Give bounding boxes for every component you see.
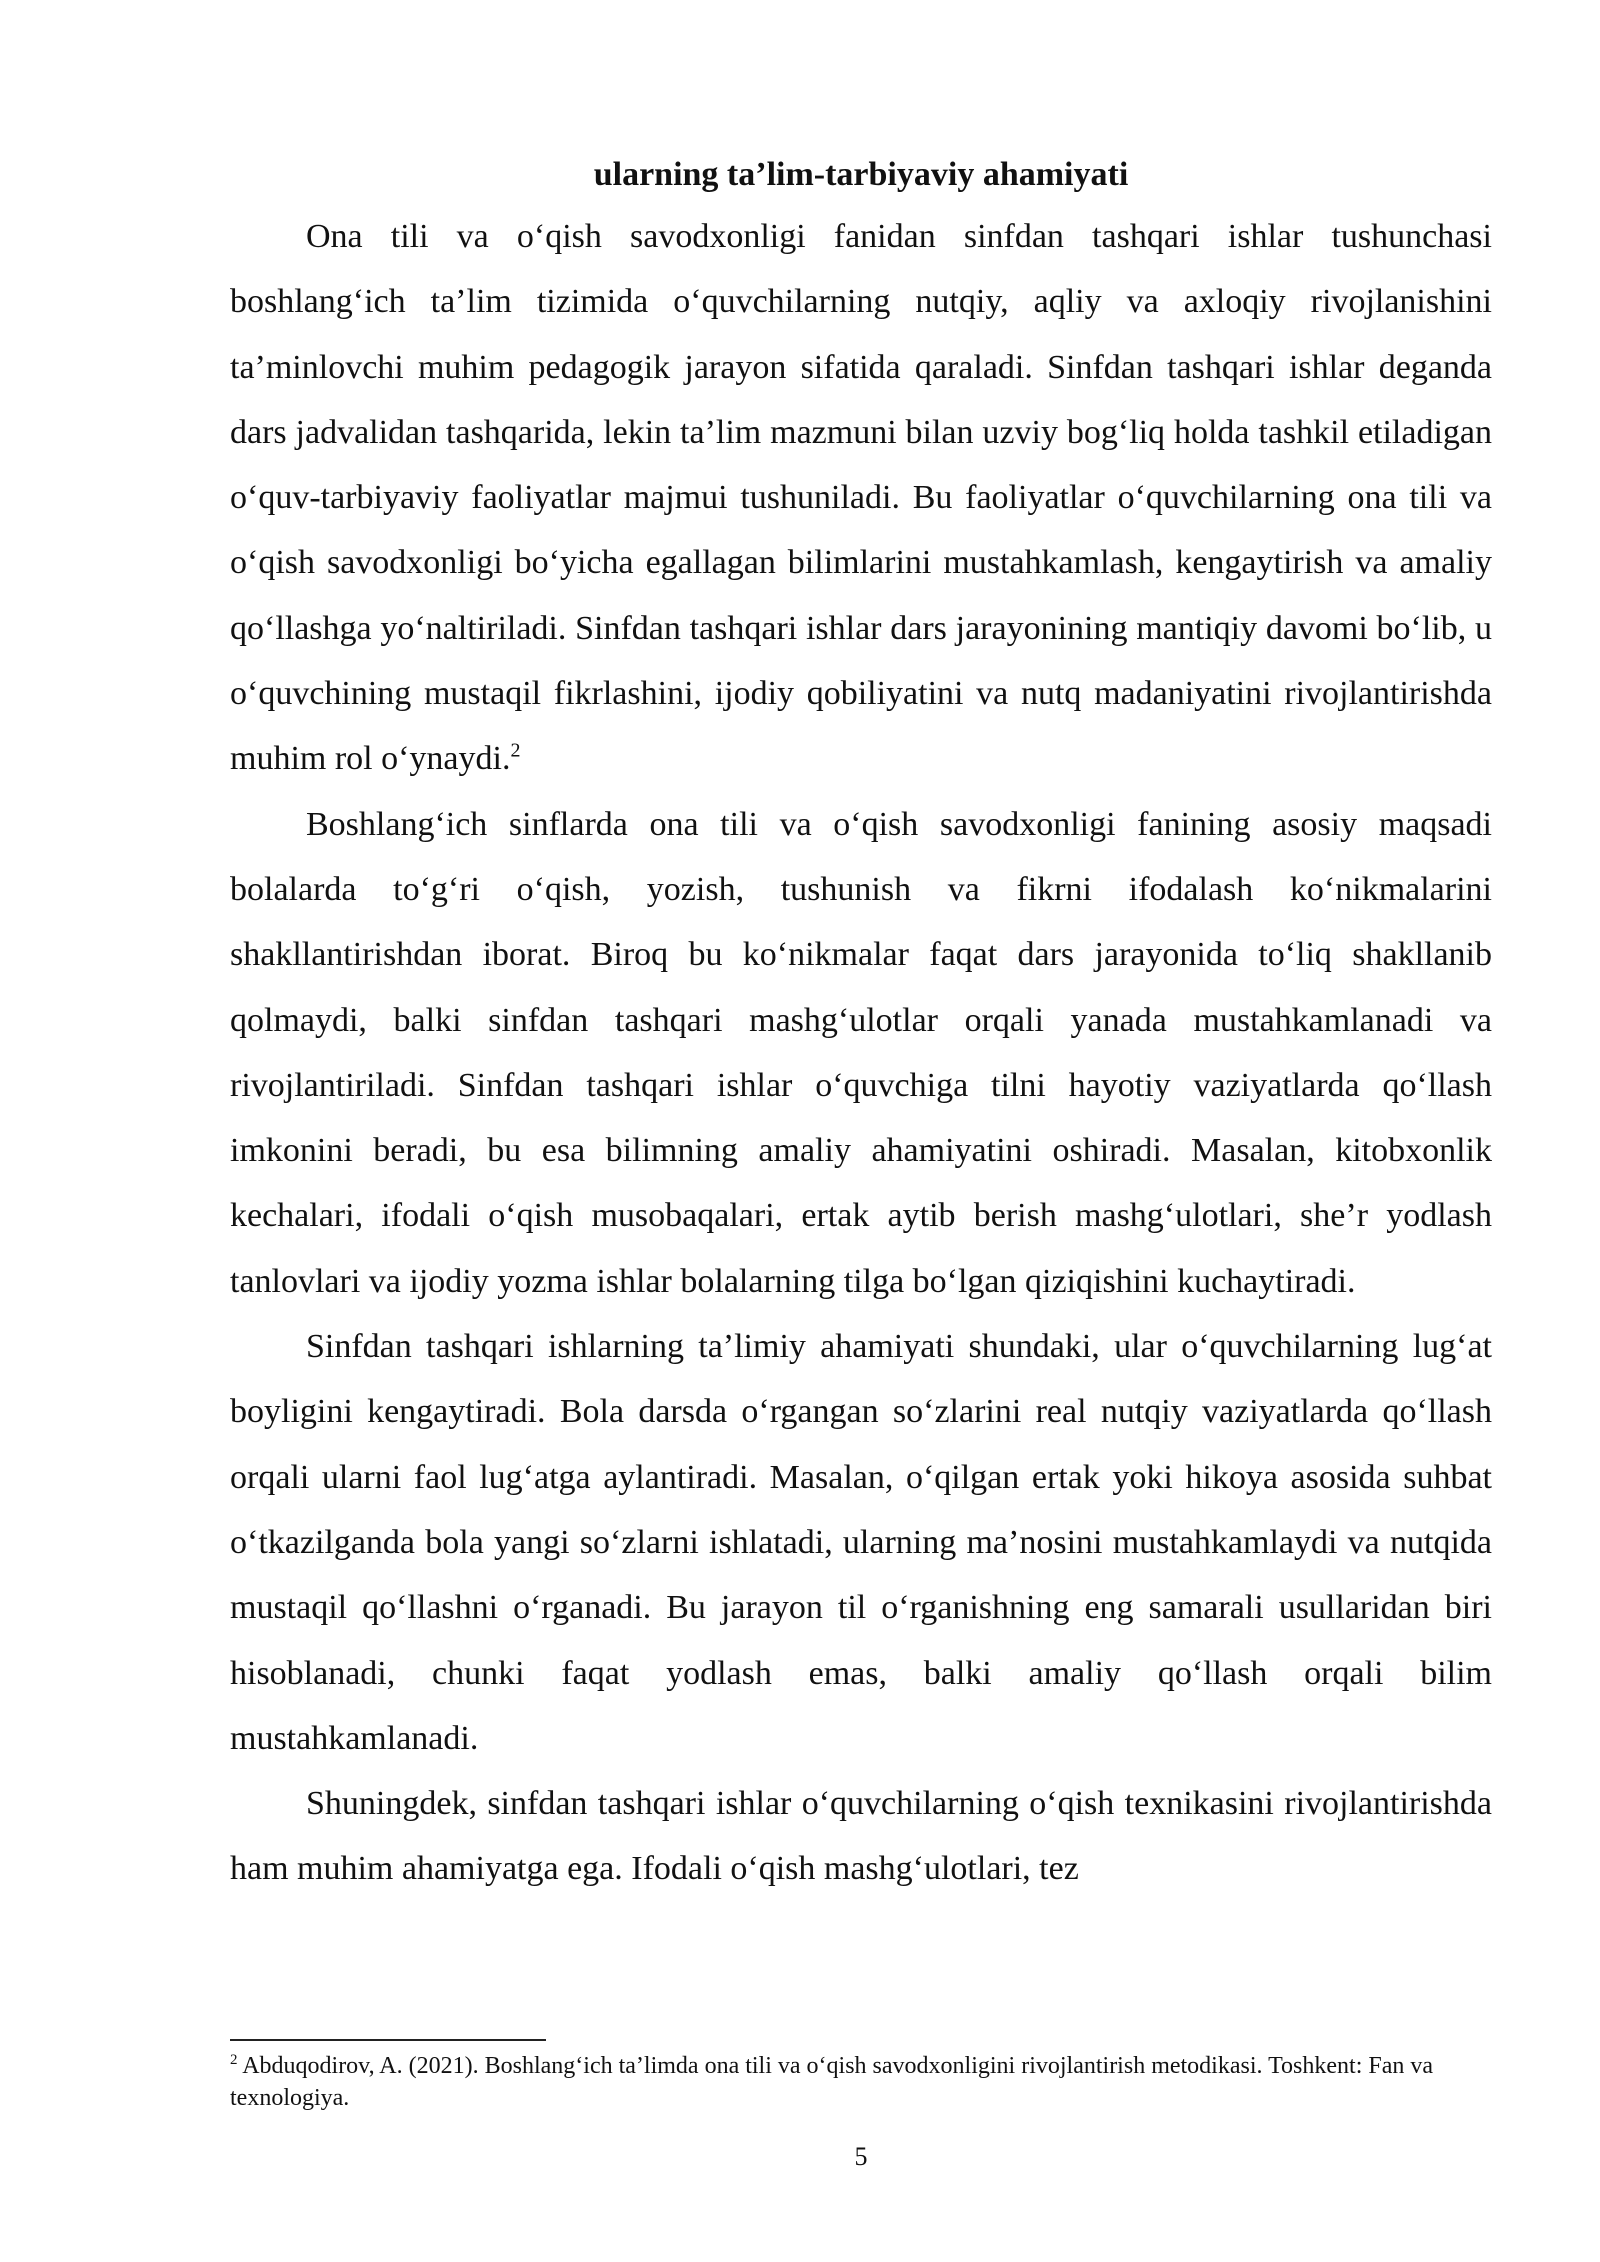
- paragraph-4-text: Shuningdek, sinfdan tashqari ishlar o‘quvchilarning o‘qish texnikasini rivojlantirishda ham muhim ahamiyatga ega. Ifodali o‘qish mashg‘ulotlari, tez: [230, 1785, 1492, 1888]
- paragraph-1: [230, 204, 1492, 792]
- paragraph-3: [230, 1314, 1492, 1771]
- footnote-separator: [230, 2039, 546, 2041]
- page-number: 5: [854, 2142, 868, 2171]
- footnote-reference: 2: [510, 740, 521, 763]
- footnote-text: Abduqodirov, A. (2021). Boshlang‘ich ta’limda ona tili va o‘qish savodxonligini rivojlantirish metodikasi. Toshkent: Fan va texnologiya.: [230, 2053, 1434, 2111]
- footnote-number: 2: [230, 2052, 238, 2068]
- paragraph-2-text: Boshlang‘ich sinflarda ona tili va o‘qish savodxonligi fanining asosiy maqsadi bolalarda to‘g‘ri o‘qish, yozish, tushunish va fikrni ifodalash ko‘nikmalarini shakllantirishdan iborat. Biroq bu ko‘nikmalar faqat dars jarayonida to‘liq shakllanib qolmaydi, balki sinfdan tashqari mashg‘ulotlar orqali yanada mustahkamlanadi va rivojlantiriladi. Sinfdan tashqari ishlar o‘quvchiga tilni hayotiy vaziyatlarda qo‘llash imkonini beradi, bu esa bilimning amaliy ahamiyatini oshiradi. Masalan, kitobxonlik kechalari, ifodali o‘qish musobaqalari, ertak aytib berish mashg‘ulotlari, she’r yodlash tanlovlari va ijodiy yozma ishlar bolalarning tilga bo‘lgan qiziqishini kuchaytiradi.: [230, 805, 1492, 1300]
- paragraph-2: [230, 792, 1492, 1314]
- section-heading: ularning ta’lim-tarbiyaviy ahamiyati: [593, 156, 1129, 193]
- paragraph-3-text: Sinfdan tashqari ishlarning ta’limiy ahamiyati shundaki, ular o‘quvchilarning lug‘at boyligini kengaytiradi. Bola darsda o‘rgangan so‘zlarini real nutqiy vaziyatlarda qo‘llash orqali ularni faol lug‘atga aylantiradi. Masalan, o‘qilgan ertak yoki hikoya asosida suhbat o‘tkazilganda bola yangi so‘zlarni ishlatadi, ularning ma’nosini mustahkamlaydi va nutqida mustaqil qo‘llashni o‘rganadi. Bu jarayon til o‘rganishning eng samarali usullaridan biri hisoblanadi, chunki faqat yodlash emas, balki amaliy qo‘llash orqali bilim mustahkamlanadi.: [230, 1328, 1492, 1757]
- paragraph-1-text: Ona tili va o‘qish savodxonligi fanidan sinfdan tashqari ishlar tushunchasi boshlang‘ich ta’lim tizimida o‘quvchilarning nutqiy, aqliy va axloqiy rivojlanishini ta’minlovchi muhim pedagogik jarayon sifatida qaraladi. Sinfdan tashqari ishlar deganda dars jadvalidan tashqarida, lekin ta’lim mazmuni bilan uzviy bog‘liq holda tashkil etiladigan o‘quv-tarbiyaviy faoliyatlar majmui tushuniladi. Bu faoliyatlar o‘quvchilarning ona tili va o‘qish savodxonligi bo‘yicha egallagan bilimlarini mustahkamlash, kengaytirish va amaliy qo‘llashga yo‘naltiriladi. Sinfdan tashqari ishlar dars jarayonining mantiqiy davomi bo‘lib, u o‘quvchining mustaqil fikrlashini, ijodiy qobiliyatini va nutq madaniyatini rivojlantirishda muhim rol o‘ynaydi.: [230, 218, 1492, 778]
- footnote: [230, 2050, 1492, 2114]
- paragraph-4: [230, 1771, 1492, 1902]
- page-body: [230, 150, 1492, 1902]
